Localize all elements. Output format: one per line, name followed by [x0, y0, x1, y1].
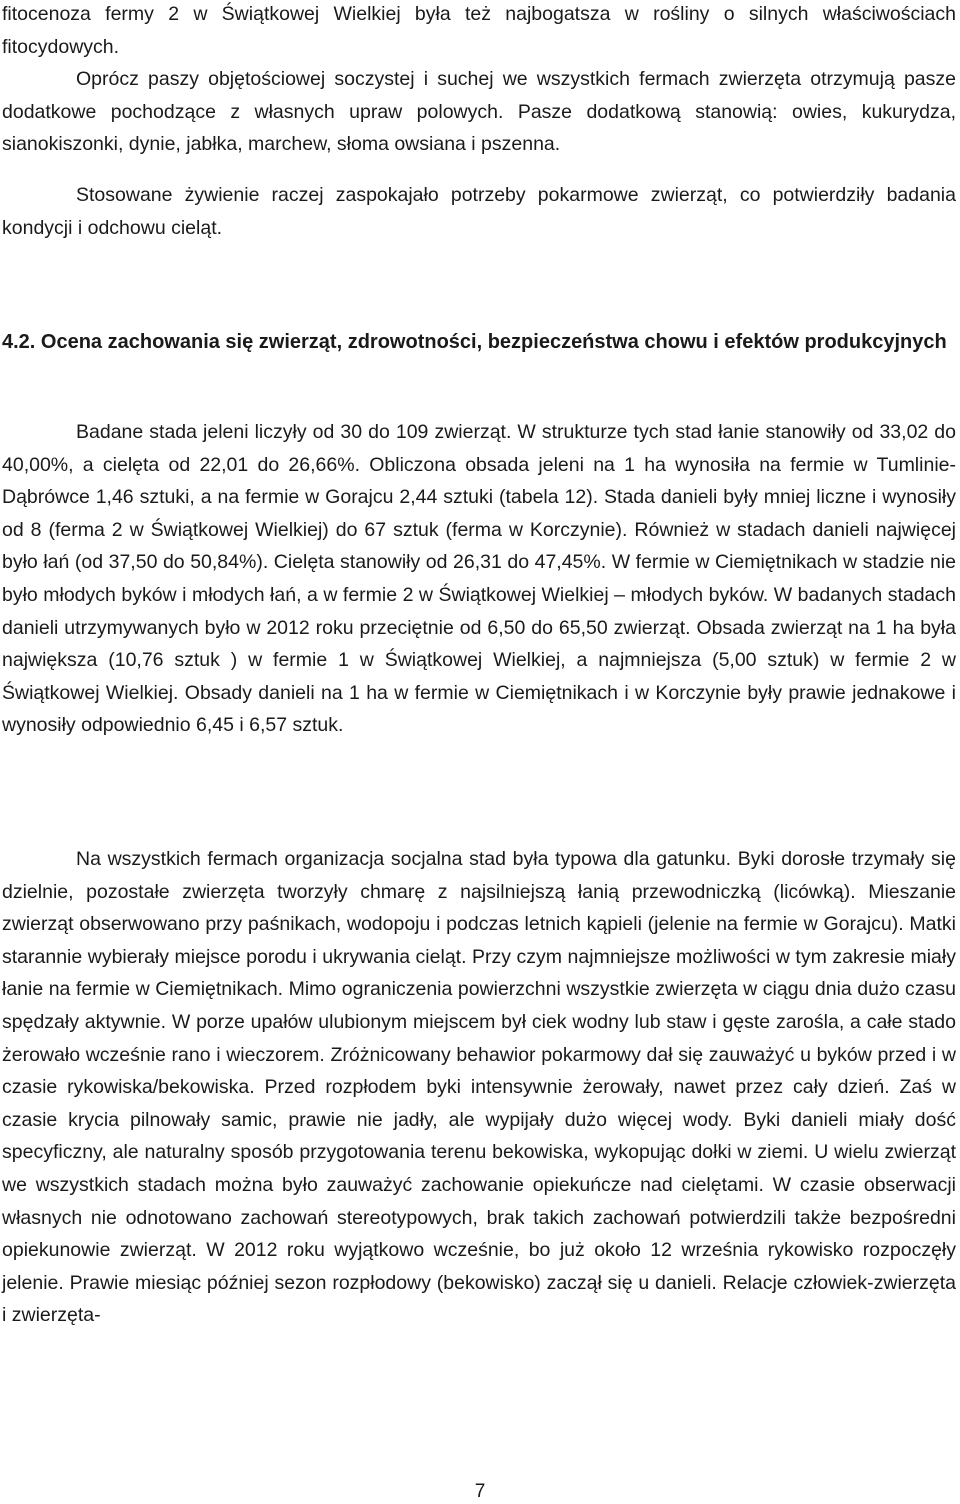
paragraph-fitocenoza: fitocenoza fermy 2 w Świątkowej Wielkiej była też najbogatsza w rośliny o silnych właściwościach fitocydowych.: [2, 3, 956, 58]
section-heading: 4.2. Ocena zachowania się zwierząt, zdrowotności, bezpieczeństwa chowu i efektów produkcyjnych: [2, 331, 947, 353]
paragraph-pasze-dodatkowe: Oprócz paszy objętościowej soczystej i suchej we wszystkich fermach zwierzęta otrzymują pasze dodatkowe pochodzące z własnych upraw polowych. Pasze dodatkową stanowią: owies, kukurydza, sianokiszonki, dynie, jabłka, marchew, słoma owsiana i pszenna.: [2, 68, 956, 156]
paragraph-organizacja-socjalna: Na wszystkich fermach organizacja socjalna stad była typowa dla gatunku. Byki dorosłe trzymały się dzielnie, pozostałe zwierzęta tworzyły chmarę z najsilniejszą łanią przewodniczką (licówką). Mieszanie zwierząt obserwowano przy paśnikach, wodopoju i podczas letnich kąpieli (jelenie na fermie w Gorajcu). Matki starannie wybierały miejsce porodu i ukrywania cieląt. Przy czym najmniejsze możliwości w tym zakresie miały łanie na fermie w Ciemiętnikach. Mimo ograniczenia powierzchni wszystkie zwierzęta w ciągu dnia dużo czasu spędzały aktywnie. W porze upałów ulubionym miejscem był ciek wodny lub staw i gęste zarośla, a całe stado żerowało wcześnie rano i wieczorem. Zróżnicowany behawior pokarmowy dał się zauważyć u byków przed i w czasie rykowiska/bekowiska. Przed rozpłodem byki intensywnie żerowały, nawet przez cały dzień. Zaś w czasie krycia pilnowały samic, prawie nie jadły, ale wypijały dużo więcej wody. Byki danieli miały dość specyficzny, ale naturalny sposób przygotowania terenu bekowiska, wykopując dołki w ziemi. U wielu zwierząt we wszystkich stadach można było zauważyć zachowanie opiekuńcze nad cielętami. W czasie obserwacji własnych nie odnotowano zachowań stereotypowych, brak takich zachowań potwierdzili także bezpośredni opiekunowie zwierząt. W 2012 roku wyjątkowo wcześnie, bo już około 12 września rykowisko rozpoczęły jelenie. Prawie miesiąc później sezon rozpłodowy (bekowisko) zaczął się u danieli. Relacje człowiek-zwierzęta i zwierzęta-: [2, 848, 956, 1327]
paragraph-zywienie: Stosowane żywienie raczej zaspokajało potrzeby pokarmowe zwierząt, co potwierdziły badania kondycji i odchowu cieląt.: [2, 184, 956, 239]
page-number: 7: [474, 1481, 486, 1502]
paragraph-struktura-stad: Badane stada jeleni liczyły od 30 do 109 zwierząt. W strukturze tych stad łanie stanowiły od 33,02 do 40,00%, a cielęta od 22,01 do 26,66%. Obliczona obsada jeleni na 1 ha wynosiła na fermie w Tumlinie-Dąbrówce 1,46 sztuki, a na fermie w Gorajcu 2,44 sztuki (tabela 12). Stada danieli były mniej liczne i wynosiły od 8 (ferma 2 w Świątkowej Wielkiej) do 67 sztuk (ferma w Korczynie). Również w stadach danieli najwięcej było łań (od 37,50 do 50,84%). Cielęta stanowiły od 26,31 do 47,45%. W fermie w Ciemiętnikach w stadzie nie było młodych byków i młodych łań, a w fermie 2 w Świątkowej Wielkiej – młodych byków. W badanych stadach danieli utrzymywanych było w 2012 roku przeciętnie od 6,50 do 65,50 zwierząt. Obsada zwierząt na 1 ha była największa (10,76 sztuk ) w fermie 1 w Świątkowej Wielkiej, a najmniejsza (5,00 sztuk) w fermie 2 w Świątkowej Wielkiej. Obsady danieli na 1 ha w fermie w Ciemiętnikach i w Korczynie były prawie jednakowe i wynosiły odpowiednio 6,45 i 6,57 sztuk.: [2, 421, 956, 737]
